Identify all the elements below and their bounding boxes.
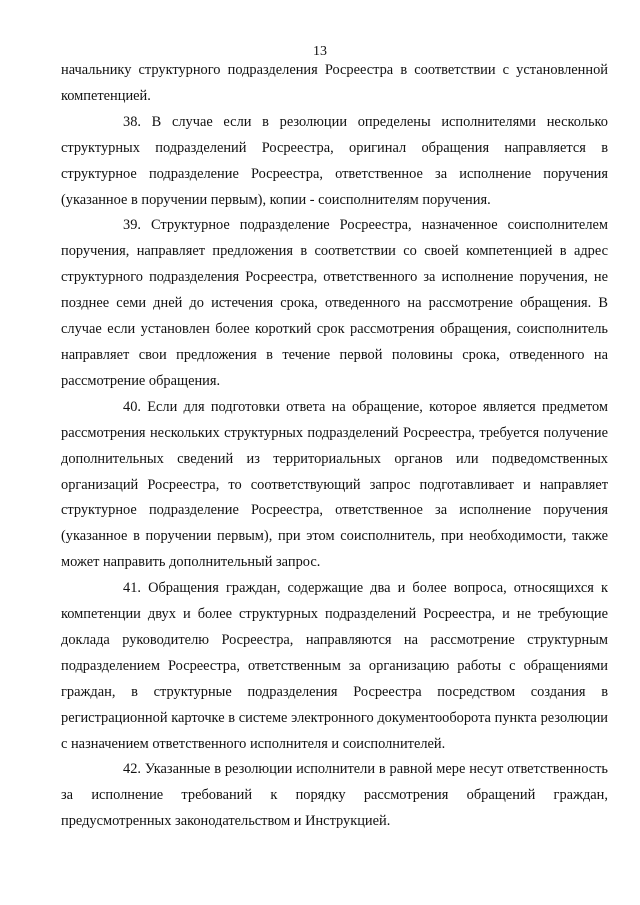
- page-number: 13: [313, 44, 327, 59]
- paragraph-42: 42. Указанные в резолюции исполнители в равной мере несут ответственность за исполнение требований к порядку рассмотрения обращений граждан, предусмотренных законодательством и Инструкцией.: [61, 761, 608, 830]
- document-body: [61, 58, 608, 835]
- paragraph-continuation: начальнику структурного подразделения Росреестра в соответствии с установленной компетенцией.: [61, 62, 608, 104]
- paragraph-41: 41. Обращения граждан, содержащие два и более вопроса, относящихся к компетенции двух и более структурных подразделений Росреестра, и не требующие доклада руководителю Росреестра, направляются на рассмотрение структурным подразделением Росреестра, ответственным за организацию работы с обращениями граждан, в структурные подразделения Росреестра посредством создания в регистрационной карточке в системе электронного документооборота пункта резолюции с назначением ответственного исполнителя и соисполнителей.: [61, 580, 608, 752]
- paragraph-38: 38. В случае если в резолюции определены исполнителями несколько структурных подразделений Росреестра, оригинал обращения направляется в структурное подразделение Росреестра, ответственное за исполнение поручения (указанное в поручении первым), копии - соисполнителям поручения.: [61, 113, 608, 208]
- paragraph-39: 39. Структурное подразделение Росреестра, назначенное соисполнителем поручения, направляет предложения в соответствии со своей компетенцией в адрес структурного подразделения Росреестра, ответственного за исполнение поручения, не позднее семи дней до истечения срока, отведенного на рассмотрение обращения. В случае если установлен более короткий срок рассмотрения обращения, соисполнитель направляет свои предложения в течение первой половины срока, отведенного на рассмотрение обращения.: [61, 217, 608, 389]
- paragraph-40: 40. Если для подготовки ответа на обращение, которое является предметом рассмотрения нескольких структурных подразделений Росреестра, требуется получение дополнительных сведений из территориальных органов или подведомственных организаций Росреестра, то соответствующий запрос подготавливает и направляет структурное подразделение Росреестра, ответственное за исполнение поручения (указанное в поручении первым), при этом соисполнитель, при необходимости, также может направить дополнительный запрос.: [61, 398, 608, 571]
